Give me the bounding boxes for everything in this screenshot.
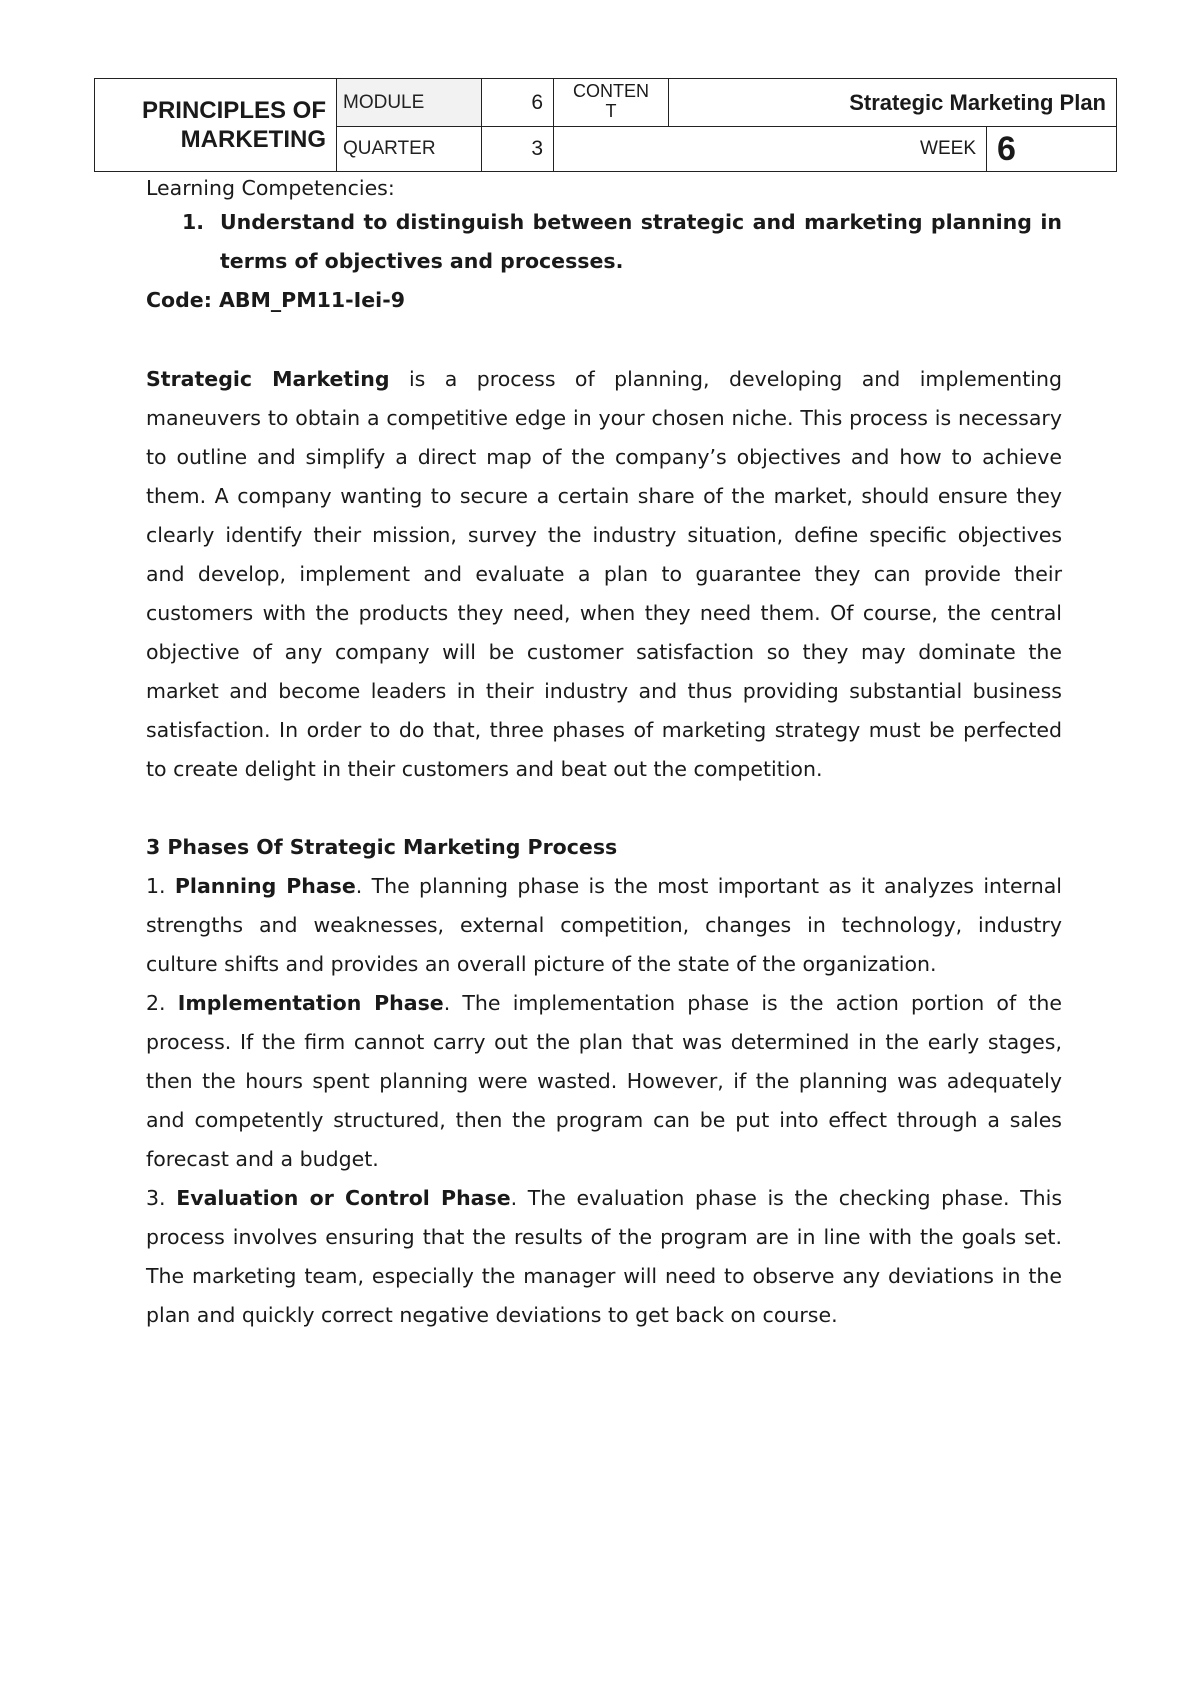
quarter-number: 3 <box>482 127 554 172</box>
week-number: 6 <box>987 127 1117 172</box>
competency-number: 1. <box>182 210 205 234</box>
module-number: 6 <box>482 79 554 127</box>
phase-number: 1. <box>146 874 175 898</box>
content-label-line-2: T <box>605 101 617 121</box>
competencies-heading-text: Learning Competencies: <box>146 176 395 200</box>
competency-code: Code: ABM_PM11-Iei-9 <box>146 288 405 312</box>
phase-text: . The evaluation phase is the checking phase. This process involves ensuring that the results of the program are in line with the goals set. The marketing team, especially the manager will need to observe any deviations in the plan and quickly correct negative deviations to get back on course. <box>146 1186 1063 1327</box>
intro-text: is a process of planning, developing and implementing maneuvers to obtain a competitive edge in your chosen niche. This process is necessary to outline and simplify a direct map of the company’s objectives and how to achieve them. A company wanting to secure a certain share of the market, should ensure they clearly identify their mission, survey the industry situation, define specific objectives and develop, implement and evaluate a plan to guarantee they can provide their customers with the products they need, when they need them. Of course, the central objective of any company will be customer satisfaction so they may dominate the market and become leaders in their industry and thus providing substantial business satisfaction. In order to do that, three phases of marketing strategy must be perfected to create delight in their customers and beat out the competition. <box>146 367 1063 781</box>
content-title: Strategic Marketing Plan <box>669 79 1117 127</box>
phase-number: 2. <box>146 991 178 1015</box>
intro-term: Strategic Marketing <box>146 367 390 391</box>
phase-text: . The planning phase is the most important as it analyzes internal strengths and weaknesses, external competition, changes in technology, industry culture shifts and provides an overall picture of the state of the organization. <box>146 874 1062 976</box>
phase-item-planning <box>146 867 1062 984</box>
phase-name: Evaluation or Control Phase <box>176 1186 511 1210</box>
module-label: MODULE <box>337 79 482 127</box>
content-label <box>554 79 669 127</box>
competency-text: Understand to distinguish between strategic and marketing planning in terms of objectives and processes. <box>220 210 1062 273</box>
spacer <box>146 320 1062 359</box>
spacer <box>146 789 1062 828</box>
intro-paragraph <box>146 360 1062 789</box>
phases-heading: 3 Phases Of Strategic Marketing Process <box>146 835 618 859</box>
content-label-line-1: CONTEN <box>573 81 649 101</box>
week-label: WEEK <box>554 127 987 172</box>
phase-item-implementation <box>146 984 1062 1179</box>
competency-item <box>182 203 1062 281</box>
quarter-label: QUARTER <box>337 127 482 172</box>
module-header-table <box>94 78 1117 172</box>
phase-item-evaluation <box>146 1179 1062 1335</box>
document-body <box>146 173 1062 1335</box>
phase-text: . The implementation phase is the action portion of the process. If the firm cannot carry out the plan that was determined in the early stages, then the hours spent planning were wasted. However, if the planning was adequately and competently structured, then the program can be put into effect through a sales forecast and a budget. <box>146 991 1063 1171</box>
phase-number: 3. <box>146 1186 177 1210</box>
phase-name: Planning Phase <box>174 874 356 898</box>
subject-title: PRINCIPLES OF MARKETING <box>95 79 337 172</box>
competencies-heading <box>146 173 1062 203</box>
phase-name: Implementation Phase <box>177 991 444 1015</box>
